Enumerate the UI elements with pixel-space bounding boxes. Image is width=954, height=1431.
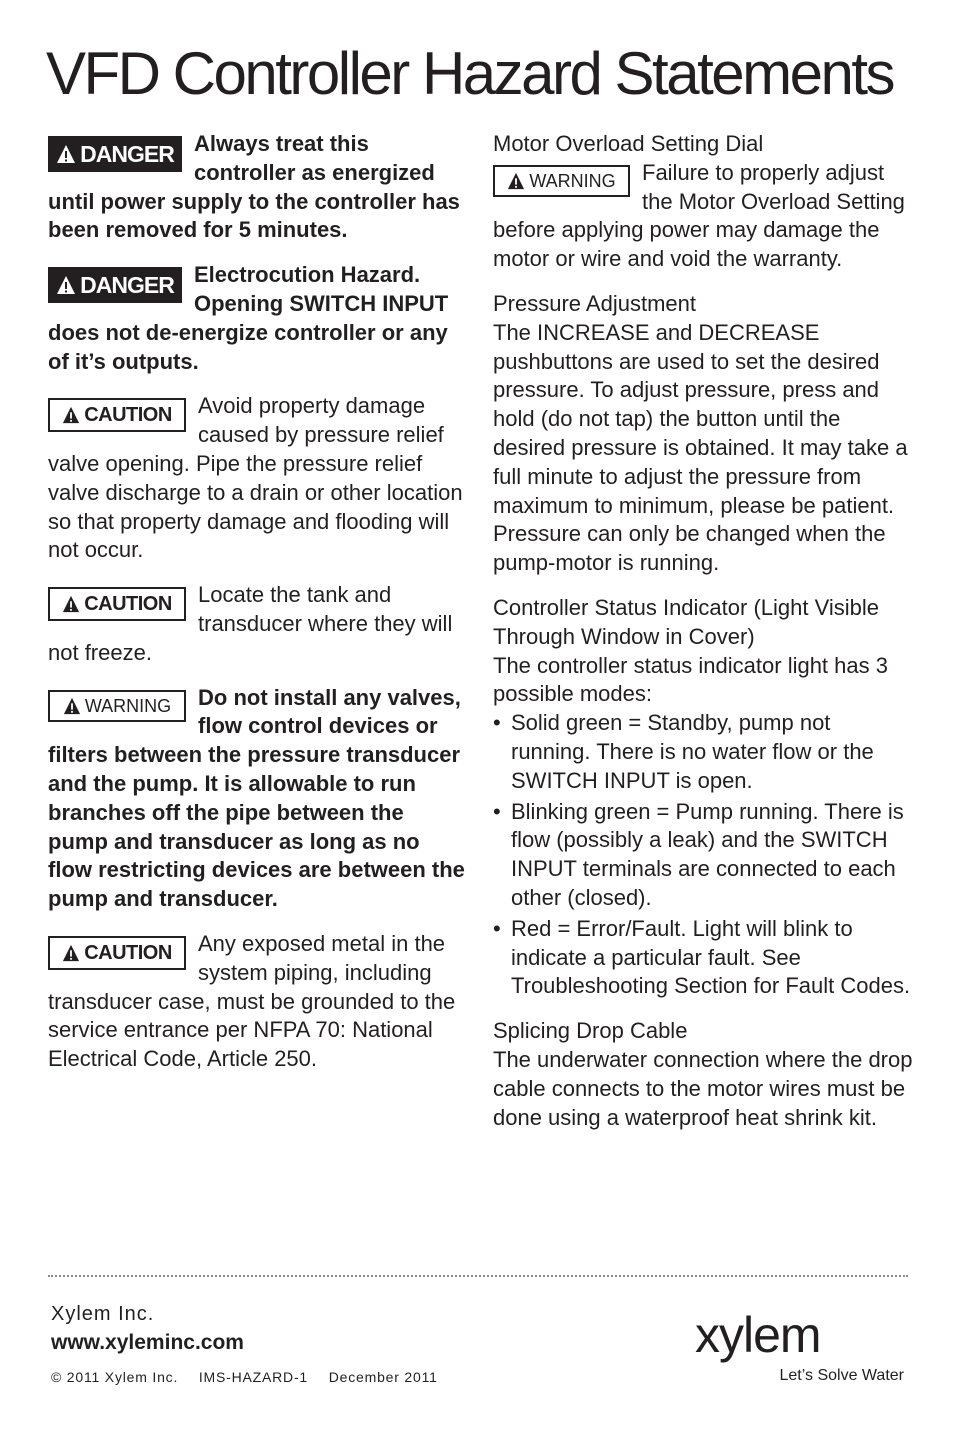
- splicing-text: The underwater connection where the drop cable connects to the motor wires must be done using a waterproof heat shrink kit.: [493, 1046, 913, 1130]
- hazard-text: Always treat this controller as energized until power supply to the controller has been removed for 5 minutes.: [48, 131, 460, 243]
- danger-badge: [48, 267, 182, 303]
- hazard-text: Locate the tank and transducer where they will not freeze.: [48, 582, 453, 665]
- warning-triangle-icon: [56, 275, 76, 295]
- hazard-statement-6: [48, 930, 468, 1074]
- danger-badge: [48, 136, 182, 172]
- pressure-section: [493, 290, 913, 578]
- list-item-text: Blinking green = Pump running. There is flow (possibly a leak) and the SWITCH INPUT terminals are connected to each other (closed).: [511, 798, 904, 910]
- document-date: December 2011: [328, 1369, 438, 1385]
- footer-divider: [48, 1275, 908, 1277]
- copyright-line: [51, 1366, 454, 1388]
- badge-label: CAUTION: [84, 941, 172, 964]
- splicing-section: [493, 1017, 913, 1132]
- overload-text: Failure to properly adjust the Motor Overload Setting before applying power may damage the motor or wire and void the warranty.: [493, 159, 905, 272]
- bullet-icon: •: [493, 915, 501, 941]
- hazard-statement-3: [48, 392, 468, 565]
- website-link[interactable]: www.xyleminc.com: [51, 1331, 244, 1354]
- caution-badge: [48, 587, 186, 621]
- xylem-logo: [695, 1305, 910, 1390]
- logo-wordmark: xylem: [695, 1307, 821, 1363]
- status-intro: The controller status indicator light has 3 possible modes:: [493, 652, 888, 707]
- document-id: IMS-HAZARD-1: [198, 1369, 309, 1385]
- warning-badge: [493, 165, 630, 197]
- left-column: [48, 130, 468, 1090]
- hazard-text: Electrocution Hazard. Opening SWITCH INPUT does not de-energize controller or any of it’s outputs.: [48, 262, 449, 374]
- bullet-icon: •: [493, 710, 501, 736]
- status-modes-list: [493, 709, 913, 1001]
- hazard-text: Any exposed metal in the system piping, including transducer case, must be grounded to the service entrance per NFPA 70: National Electrical Code, Article 250.: [48, 930, 456, 1072]
- section-heading: Controller Status Indicator (Light Visible Through Window in Cover): [493, 594, 880, 649]
- copyright-text: © 2011 Xylem Inc.: [51, 1369, 179, 1385]
- badge-label: WARNING: [529, 170, 616, 191]
- hazard-text: Avoid property damage caused by pressure relief valve opening. Pipe the pressure relief valve discharge to a drain or other location so that property damage and flooding will not occur.: [48, 393, 463, 563]
- warning-triangle-icon: [507, 172, 525, 190]
- warning-badge: [48, 690, 186, 722]
- badge-label: WARNING: [84, 695, 172, 716]
- warning-triangle-icon: [62, 406, 80, 424]
- overload-section: [493, 130, 913, 274]
- pressure-text: The INCREASE and DECREASE pushbuttons are used to set the desired pressure. To adjust pressure, press and hold (do not tap) the button until the desired pressure is obtained. It may take a full minute to adjust the pressure from maximum to minimum, please be patient. Pressure can only be changed when the pump-motor is running.: [493, 319, 908, 576]
- list-item: [493, 798, 913, 913]
- list-item-text: Red = Error/Fault. Light will blink to indicate a particular fault. See Troubleshooting Section for Fault Codes.: [511, 915, 911, 999]
- company-name: Xylem Inc.: [51, 1303, 155, 1325]
- badge-label: CAUTION: [84, 404, 172, 427]
- hazard-statement-2: [48, 261, 468, 376]
- badge-label: CAUTION: [84, 593, 172, 616]
- status-section: [493, 594, 913, 1001]
- list-item: [493, 709, 913, 795]
- section-heading: Pressure Adjustment: [493, 290, 696, 316]
- warning-triangle-icon: [56, 144, 76, 164]
- hazard-text: Do not install any valves, flow control devices or filters between the pressure transducer and the pump. It is allowable to run branches off the pipe between the pump and transducer as long as no flow restricting devices are between the pump and transducer.: [48, 684, 465, 912]
- hazard-statement-5: [48, 684, 468, 914]
- overload-warning: [493, 159, 913, 274]
- list-item-text: Solid green = Standby, pump not running. There is no water flow or the SWITCH INPUT is open.: [511, 710, 874, 793]
- hazard-statement-4: [48, 581, 468, 667]
- warning-triangle-icon: [62, 595, 80, 613]
- caution-badge: [48, 936, 186, 970]
- badge-label: DANGER: [80, 140, 174, 167]
- section-heading: Splicing Drop Cable: [493, 1018, 688, 1044]
- page-title: VFD Controller Hazard Statements: [46, 40, 894, 107]
- list-item: [493, 915, 913, 1001]
- bullet-icon: •: [493, 798, 501, 824]
- hazard-statement-1: [48, 130, 468, 245]
- right-column: [493, 130, 913, 1148]
- logo-tagline: Let’s Solve Water: [779, 1367, 904, 1384]
- caution-badge: [48, 398, 186, 432]
- badge-label: DANGER: [80, 271, 174, 298]
- warning-triangle-icon: [62, 944, 80, 962]
- warning-triangle-icon: [63, 697, 81, 715]
- section-heading: Motor Overload Setting Dial: [493, 131, 764, 156]
